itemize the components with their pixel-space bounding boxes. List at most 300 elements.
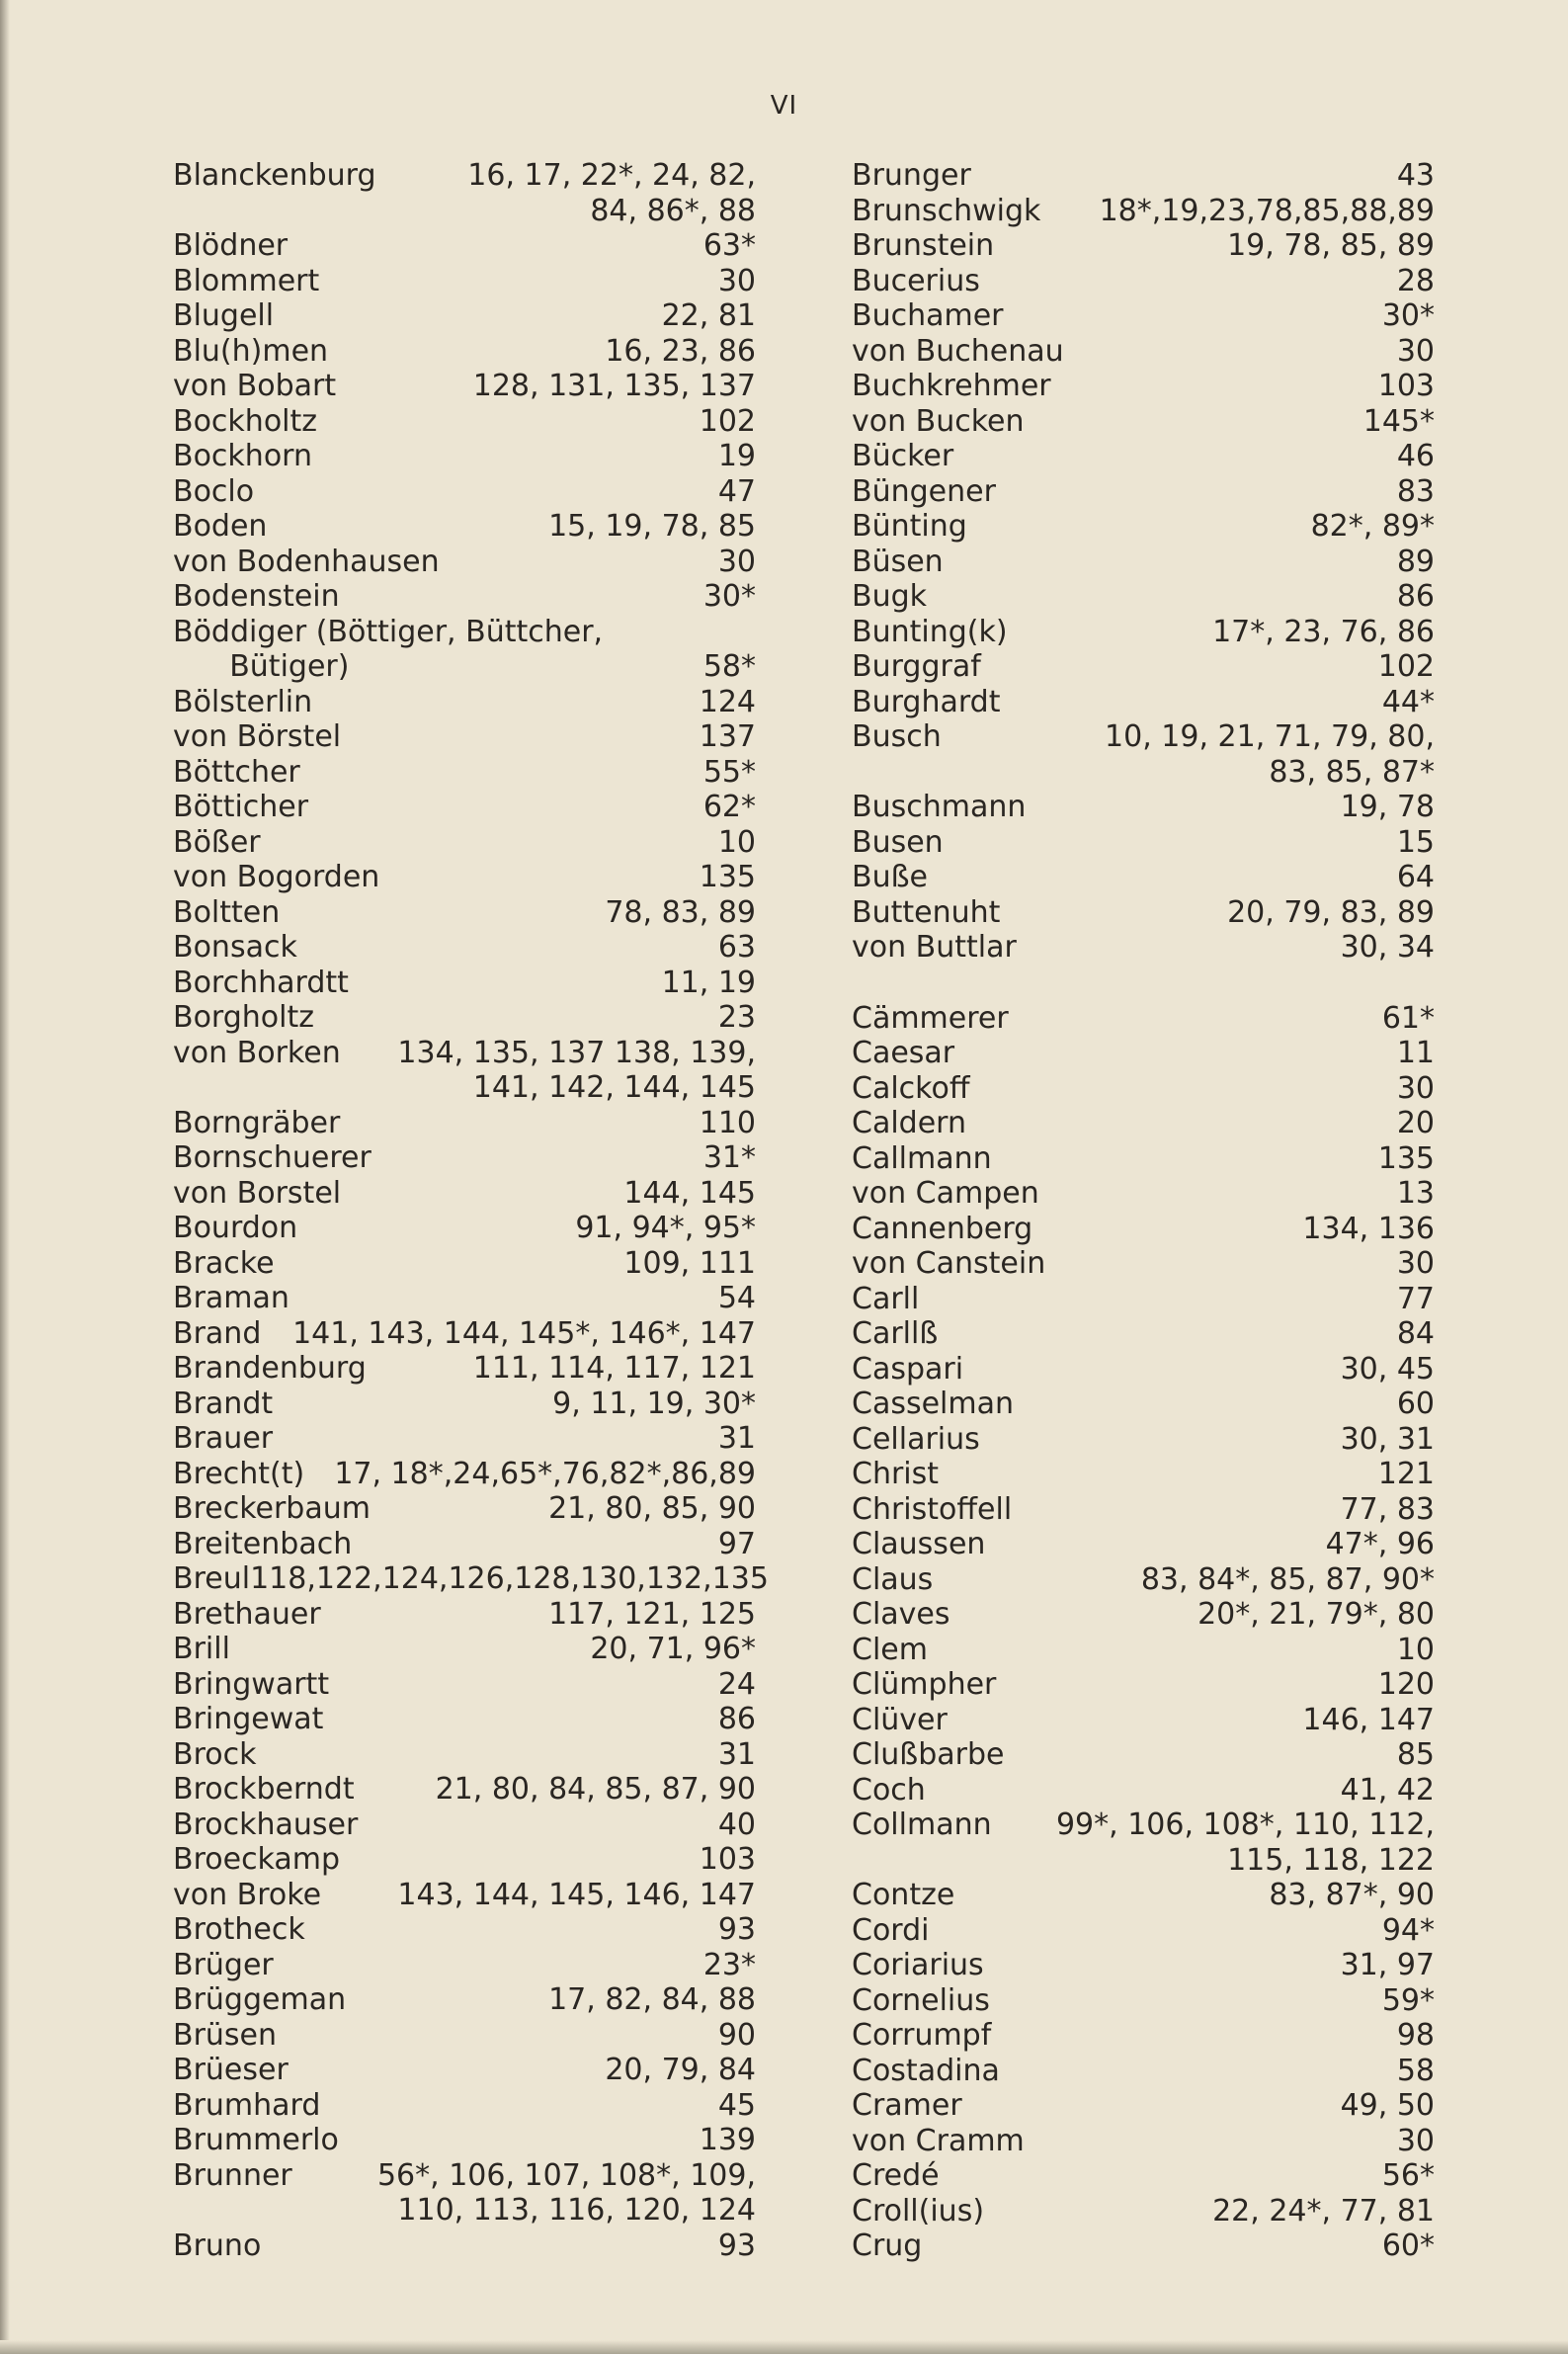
entry-page-refs: 143, 144, 145, 146, 147 [397,1877,756,1912]
index-entry [173,1140,756,1176]
index-entry [173,2018,756,2054]
entry-page-refs: 30* [1381,298,1435,333]
index-entry [852,1212,1435,1247]
index-entry [852,860,1435,895]
entry-page-refs: 30* [702,579,756,614]
index-entry [173,1106,756,1141]
entry-page-refs: 110 [699,1105,756,1140]
entry-name: Brunschwigk [852,193,1041,228]
index-entry [173,1316,756,1352]
index-entry [173,930,756,966]
index-entry [173,1000,756,1036]
entry-name: Brunstein [852,228,995,263]
index-entry [852,1246,1435,1282]
entry-page-refs: 89 [1396,544,1435,579]
entry-name: Bockholtz [173,403,318,439]
entry-name: von Campen [852,1176,1039,1211]
section-gap [852,966,1435,1001]
entry-page-refs: 102 [699,403,756,439]
entry-name: Büsen [852,544,944,579]
entry-name: Bodenstein [173,579,340,614]
page-number: VI [770,91,798,121]
entry-page-refs: 47*, 96 [1325,1527,1435,1561]
entry-page-refs: 117, 121, 125 [548,1596,756,1632]
index-entry [852,1422,1435,1458]
entry-name: Blödner [173,228,289,263]
entry-name: Brunger [852,158,971,193]
entry-page-refs: 41, 42 [1340,1772,1435,1808]
entry-page-refs: 21, 80, 84, 85, 87, 90 [435,1772,756,1807]
entry-page-refs: 118,122,124,126,128,130,132,135 [250,1561,769,1596]
entry-page-refs: 124 [699,684,756,719]
entry-page-refs: 103 [699,1842,756,1877]
index-entry [173,790,756,825]
entry-page-refs: 64 [1396,860,1435,894]
index-entry [852,404,1435,440]
entry-name: Blu(h)men [173,333,329,369]
entry-page-refs: 11 [1396,1036,1435,1070]
index-entry [173,369,756,404]
index-entry [852,1352,1435,1387]
entry-name: Calckoff [852,1070,970,1106]
index-entry [173,1808,756,1843]
entry-name: Blanckenburg [173,158,376,193]
entry-name: Collmann [852,1808,992,1842]
entry-name: von Broke [173,1877,322,1912]
index-entry [852,2228,1435,2264]
entry-name: von Börstel [173,719,342,754]
entry-name: von Buttlar [852,930,1017,965]
index-entry [173,2088,756,2124]
entry-page-refs: 58* [702,649,756,684]
entry-page-refs: 97 [717,1526,756,1561]
entry-name: Boltten [173,894,281,930]
entry-page-refs: 20*, 21, 79*, 80 [1197,1597,1435,1632]
entry-name: Bölsterlin [173,684,313,719]
index-entry [852,2018,1435,2054]
index-entry [173,545,756,580]
index-column-left [173,158,769,2263]
index-entry [173,1842,756,1878]
entry-name: Bringewat [173,1702,324,1736]
index-entry [852,615,1435,650]
index-entry [173,1527,756,1562]
entry-name: Breitenbach [173,1526,353,1561]
entry-page-refs: 102 [1377,649,1435,684]
entry-page-refs: 30 [717,263,756,298]
index-entry [852,895,1435,931]
entry-name: Busch [852,719,942,754]
index-entry [173,1211,756,1246]
index-column-right [852,158,1435,2264]
index-entry [852,1667,1435,1703]
entry-name: Borgholtz [173,1000,314,1035]
index-entry [173,719,756,755]
index-entry [173,2123,756,2158]
entry-name: Breul [173,1561,251,1596]
entry-name: Burggraf [852,649,981,684]
entry-name: von Buchenau [852,333,1064,369]
entry-name: Büngener [852,473,996,509]
index-entry [173,825,756,861]
index-entry [173,1597,756,1633]
entry-name: Cornelius [852,1982,990,2018]
entry-page-refs: 121 [1377,1457,1435,1491]
index-entry [173,1176,756,1212]
index-entry [852,334,1435,370]
index-entry [852,1597,1435,1633]
entry-page-refs: 24 [717,1666,756,1702]
index-entry [852,825,1435,861]
index-entry [173,1982,756,2018]
entry-name: Cordi [852,1912,930,1948]
index-entry [852,2124,1435,2159]
entry-name: Carllß [852,1316,939,1351]
entry-name: Cellarius [852,1421,980,1457]
index-entry [173,685,756,720]
entry-page-refs: 30 [1396,2123,1435,2158]
entry-page-refs: 17*, 23, 76, 86 [1212,614,1435,649]
index-entry [173,298,756,334]
entry-name: Borngräber [173,1105,341,1140]
entry-name: Bütiger) [173,649,350,684]
entry-page-refs: 9, 11, 19, 30* [552,1386,756,1421]
entry-page-refs: 82*, 89* [1310,509,1435,544]
entry-page-refs: 23 [717,1000,756,1035]
entry-page-refs: 98 [1396,2018,1435,2053]
index-entry [173,966,756,1001]
entry-page-refs: 20 [1396,1106,1435,1140]
entry-page-refs: 10 [1396,1632,1435,1667]
entry-name: Bötticher [173,790,309,824]
entry-name: Bourdon [173,1211,298,1245]
index-entry [173,509,756,545]
index-entry [173,860,756,895]
entry-page-refs: 77, 83 [1340,1491,1435,1527]
index-entry [852,1106,1435,1141]
entry-page-refs: 19, 78, 85, 89 [1227,228,1435,263]
entry-name: Boden [173,509,268,544]
entry-name: Christ [852,1457,940,1491]
entry-page-refs: 146, 147 [1302,1702,1435,1737]
entry-page-refs: 10, 19, 21, 71, 79, 80, 83, 85, 87* [1105,719,1435,790]
entry-page-refs: 94* [1381,1912,1435,1948]
entry-page-refs: 56*, 106, 107, 108*, 109, 110, 113, 116, 120, 124 [376,2157,756,2228]
index-entry [852,1773,1435,1808]
index-entry [173,2158,756,2228]
entry-page-refs: 40 [717,1807,756,1842]
entry-page-refs: 30 [1396,1246,1435,1281]
entry-name: Burghardt [852,684,1001,719]
entry-name: Bruno [173,2228,262,2263]
index-entry [173,755,756,791]
entry-page-refs: 63* [702,228,756,263]
index-entry [173,1878,756,1913]
index-entry [173,1387,756,1422]
index-entry [173,158,756,228]
index-entry [173,1351,756,1387]
entry-name: Bünting [852,509,967,544]
entry-page-refs: 63 [717,930,756,965]
index-entry [173,1912,756,1948]
index-entry [852,228,1435,264]
entry-name: Buchamer [852,298,1004,333]
entry-name: Bockhorn [173,439,312,473]
entry-name: Clüver [852,1702,948,1737]
entry-page-refs: 30 [717,544,756,579]
entry-page-refs: 59* [1381,1982,1435,2018]
index-entry [173,1632,756,1667]
entry-name: Brandt [173,1386,274,1421]
entry-name: Christoffell [852,1491,1013,1527]
entry-page-refs: 30 [1396,1070,1435,1106]
index-entry [852,474,1435,510]
index-entry [852,1282,1435,1317]
entry-page-refs: 83 [1396,473,1435,509]
index-entry [173,264,756,299]
binding-edge [0,0,10,2354]
entry-name: Bößer [173,824,261,860]
entry-page-refs: 16, 23, 86 [605,333,756,369]
entry-page-refs: 111, 114, 117, 121 [472,1351,756,1386]
index-entry [173,649,756,685]
entry-page-refs: 86 [717,1702,756,1736]
index-entry [173,615,756,650]
entry-name: Cannenberg [852,1211,1033,1246]
entry-name: Bücker [852,439,954,473]
entry-page-refs: 99*, 106, 108*, 110, 112, 115, 118, 122 [1055,1808,1435,1878]
entry-page-refs: 77 [1396,1281,1435,1316]
entry-name: von Bogorden [173,860,380,894]
entry-name: Clümpher [852,1667,997,1702]
entry-name: Bucerius [852,263,980,298]
index-entry [173,1036,756,1106]
entry-name: Breckerbaum [173,1491,371,1526]
entry-page-refs: 58 [1396,2053,1435,2088]
entry-name: Coriarius [852,1948,984,1982]
entry-name: Claves [852,1597,950,1632]
entry-page-refs: 137 [699,719,756,754]
entry-name: Brüeser [173,2053,289,2087]
entry-page-refs: 93 [717,2228,756,2263]
entry-page-refs: 43 [1396,158,1435,193]
entry-name: Costadina [852,2053,1000,2088]
index-entry [852,1176,1435,1212]
index-entry [173,1281,756,1316]
entry-name: Brill [173,1632,230,1666]
entry-name: Bonsack [173,930,297,965]
entry-page-refs: 30, 34 [1340,930,1435,965]
index-entry [173,1561,769,1597]
entry-name: von Borken [173,1035,341,1070]
entry-page-refs: 15 [1396,824,1435,860]
index-entry [852,1983,1435,2019]
index-entry [173,1702,756,1737]
entry-page-refs: 86 [1396,579,1435,614]
entry-name: Brüsen [173,2017,278,2053]
entry-page-refs: 30, 31 [1340,1421,1435,1457]
index-entry [852,1878,1435,1913]
index-entry [852,2194,1435,2229]
entry-page-refs: 84 [1396,1316,1435,1351]
index-entry [852,1703,1435,1738]
entry-page-refs: 31 [717,1736,756,1772]
entry-page-refs: 145* [1362,403,1435,439]
index-entry [852,439,1435,474]
entry-name: Casselman [852,1387,1015,1421]
entry-page-refs: 134, 135, 137 138, 139, 141, 142, 144, 145 [397,1035,756,1105]
entry-page-refs: 18*,19,23,78,85,88,89 [1099,193,1435,228]
entry-name: Croll(ius) [852,2193,985,2228]
entry-page-refs: 49, 50 [1340,2088,1435,2123]
entry-name: Böddiger (Böttiger, Büttcher, [173,614,604,649]
entry-name: Brockhauser [173,1807,359,1842]
index-entry [173,1737,756,1773]
index-entry [852,1141,1435,1177]
entry-name: Caspari [852,1351,964,1387]
entry-page-refs: 85 [1396,1737,1435,1772]
entry-name: Busen [852,824,944,860]
entry-page-refs: 15, 19, 78, 85 [548,509,756,544]
entry-page-refs: 13 [1396,1176,1435,1211]
entry-page-refs: 10 [717,824,756,860]
entry-page-refs: 22, 81 [661,298,756,333]
index-entry [852,1001,1435,1037]
entry-name: Brockberndt [173,1772,355,1807]
entry-page-refs: 20, 79, 83, 89 [1227,894,1435,930]
index-entry [852,1492,1435,1528]
entry-name: Brotheck [173,1912,305,1947]
entry-name: Brandenburg [173,1351,367,1386]
entry-page-refs: 62* [702,790,756,824]
entry-name: Brüger [173,1947,274,1982]
entry-page-refs: 93 [717,1912,756,1947]
entry-name: Brock [173,1736,257,1772]
index-entry [852,930,1435,966]
entry-name: Borchhardtt [173,965,349,1000]
entry-page-refs: 21, 80, 85, 90 [548,1491,756,1526]
index-entry [852,1036,1435,1071]
entry-page-refs: 83, 87*, 90 [1269,1878,1435,1912]
entry-page-refs: 17, 82, 84, 88 [548,1982,756,2017]
entry-page-refs: 55* [702,754,756,790]
entry-page-refs: 31, 97 [1340,1948,1435,1982]
entry-page-refs: 19 [717,439,756,473]
entry-page-refs: 141, 143, 144, 145*, 146*, 147 [292,1315,756,1351]
index-entry [852,194,1435,229]
entry-name: Corrumpf [852,2018,992,2053]
entry-page-refs: 60 [1396,1387,1435,1421]
index-entry [852,1457,1435,1492]
index-entry [852,579,1435,615]
entry-name: Brüggeman [173,1982,347,2017]
index-entry [852,1071,1435,1107]
index-entry [852,298,1435,334]
entry-page-refs: 30, 45 [1340,1351,1435,1387]
entry-name: Cämmerer [852,1000,1009,1036]
entry-name: Buchkrehmer [852,369,1051,403]
index-entry [173,404,756,440]
entry-page-refs: 17, 18*,24,65*,76,82*,86,89 [334,1456,756,1491]
index-entry [852,2088,1435,2124]
entry-page-refs: 20, 79, 84 [605,2053,756,2087]
index-entry [173,1667,756,1703]
entry-name: von Bobart [173,369,337,403]
entry-page-refs: 56* [1381,2158,1435,2193]
index-entry [173,1457,756,1492]
entry-name: von Bucken [852,403,1025,439]
index-entry [852,1527,1435,1562]
entry-page-refs: 103 [1377,369,1435,403]
index-entry [852,369,1435,404]
entry-page-refs: 83, 84*, 85, 87, 90* [1140,1561,1435,1597]
entry-name: Broeckamp [173,1842,341,1877]
entry-page-refs: 60* [1381,2228,1435,2263]
index-entry [852,685,1435,720]
entry-name: von Bodenhausen [173,544,440,579]
entry-page-refs: 120 [1377,1667,1435,1702]
index-entry [852,790,1435,825]
index-entry [173,1491,756,1527]
index-entry [852,1737,1435,1773]
entry-name: Blommert [173,263,320,298]
index-entry [852,1948,1435,1983]
index-entry [173,439,756,474]
entry-page-refs: 23* [702,1947,756,1982]
index-entry [173,1421,756,1457]
index-entry [852,1633,1435,1668]
entry-page-refs: 139 [699,2123,756,2157]
entry-name: Coch [852,1772,926,1808]
entry-name: Brumhard [173,2087,321,2123]
entry-name: Caldern [852,1106,966,1140]
entry-name: Buschmann [852,790,1027,824]
entry-page-refs: 28 [1396,263,1435,298]
entry-page-refs: 22, 24*, 77, 81 [1212,2193,1435,2228]
entry-name: Buße [852,860,928,894]
entry-name: Brand [173,1315,262,1351]
index-entry [173,579,756,615]
index-entry [173,895,756,931]
index-entry [173,1948,756,1983]
entry-name: von Borstel [173,1175,342,1211]
index-entry [852,719,1435,790]
entry-page-refs: 134, 136 [1302,1211,1435,1246]
entry-page-refs: 144, 145 [623,1175,756,1211]
entry-name: Brauer [173,1421,274,1456]
entry-page-refs: 90 [717,2017,756,2053]
entry-name: Böttcher [173,754,300,790]
page-bottom-edge [0,2340,1568,2354]
entry-page-refs: 128, 131, 135, 137 [472,369,756,403]
index-entry [173,474,756,510]
entry-name: Bornschuerer [173,1140,371,1175]
entry-name: Boclo [173,473,255,509]
index-entry [852,2158,1435,2194]
index-entry [852,1913,1435,1949]
entry-page-refs: 109, 111 [623,1245,756,1281]
entry-name: Callmann [852,1140,992,1176]
entry-name: Buttenuht [852,894,1001,930]
entry-name: Bugk [852,579,928,614]
entry-page-refs: 78, 83, 89 [605,894,756,930]
entry-name: Credé [852,2158,940,2193]
entry-name: Braman [173,1281,289,1315]
index-entry [173,1772,756,1808]
index-entry [173,228,756,264]
entry-page-refs: 61* [1381,1000,1435,1036]
entry-page-refs: 30 [1396,333,1435,369]
